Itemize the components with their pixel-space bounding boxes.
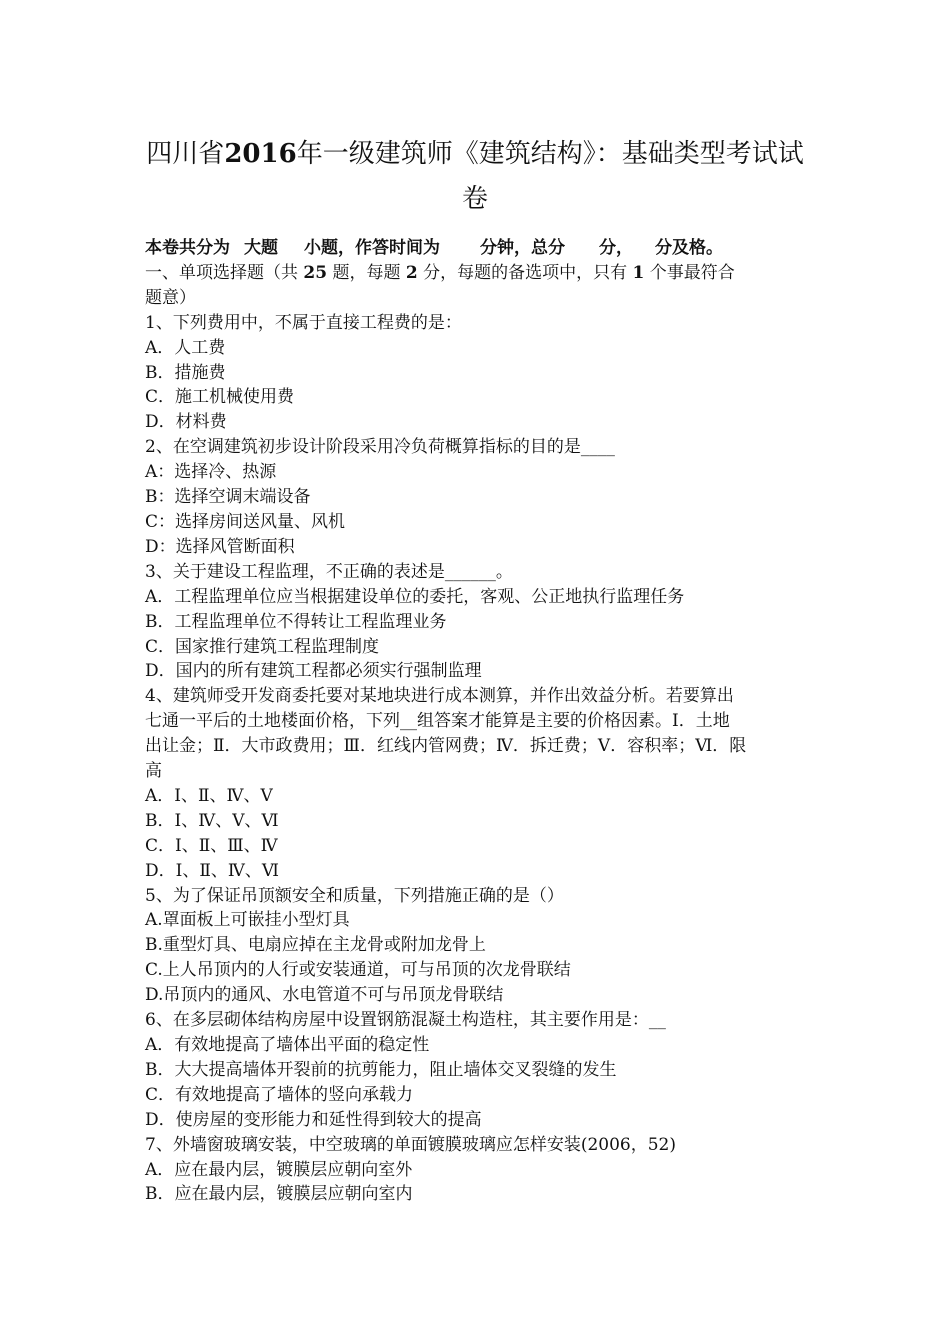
answer-option: D．国内的所有建筑工程都必须实行强制监理 xyxy=(145,661,482,682)
answer-option: D：选择风管断面积 xyxy=(145,536,295,557)
answer-option: C：选择房间送风量、风机 xyxy=(145,511,346,532)
title-text-2: 年一级建筑师《建筑结构》：基础类型考试试 xyxy=(296,139,804,169)
section-heading xyxy=(145,261,810,286)
answer-option: B：选择空调末端设备 xyxy=(145,487,311,508)
document-body xyxy=(145,236,810,1207)
exam-info-part: 分钟，总分 xyxy=(480,238,565,258)
section-text: 分，每题的备选项中，只有 xyxy=(417,262,633,283)
question-stem: 5、为了保证吊顶额安全和质量，下列措施正确的是（） xyxy=(145,885,564,906)
answer-option: D．使房屋的变形能力和延性得到较大的提高 xyxy=(145,1109,482,1130)
answer-option: A．人工费 xyxy=(145,337,226,358)
answer-option: C．有效地提高了墙体的竖向承载力 xyxy=(145,1084,414,1105)
answer-option: B．Ⅰ、Ⅳ、Ⅴ、Ⅵ xyxy=(145,810,279,831)
question-3 xyxy=(145,560,810,685)
question-1 xyxy=(145,311,810,436)
section-text: 题，每题 xyxy=(327,262,406,283)
section-heading-line-2: 题意） xyxy=(145,287,196,308)
answer-option: B．大大提高墙体开裂前的抗剪能力，阻止墙体交叉裂缝的发生 xyxy=(145,1059,617,1080)
question-5 xyxy=(145,884,810,1009)
answer-option: B．应在最内层，镀膜层应朝向室内 xyxy=(145,1184,413,1205)
question-stem: 1、下列费用中，不属于直接工程费的是： xyxy=(145,312,462,333)
section-text: 个事最符合 xyxy=(644,262,735,283)
exam-info-part: 大题 xyxy=(244,238,278,258)
answer-option: C．Ⅰ、Ⅱ、Ⅲ、Ⅳ xyxy=(145,835,278,856)
answer-option: C．国家推行建筑工程监理制度 xyxy=(145,636,380,657)
answer-option: D．材料费 xyxy=(145,412,227,433)
answer-option: B．措施费 xyxy=(145,362,226,383)
answer-option: D．Ⅰ、Ⅱ、Ⅳ、Ⅵ xyxy=(145,860,279,881)
question-4 xyxy=(145,684,810,883)
section-score: 2 xyxy=(405,262,418,283)
question-6 xyxy=(145,1008,810,1133)
question-stem: 高 xyxy=(145,761,162,782)
title-year: 2016 xyxy=(224,139,297,169)
question-2 xyxy=(145,435,810,560)
answer-option: A：选择冷、热源 xyxy=(145,462,277,483)
question-stem: 出让金；Ⅱ．大市政费用；Ⅲ．红线内管网费；Ⅳ．拆迁费；Ⅴ．容积率；Ⅵ．限 xyxy=(145,736,747,757)
answer-option: D.吊顶内的通风、水电管道不可与吊顶龙骨联结 xyxy=(145,985,504,1006)
section-one: 1 xyxy=(632,262,645,283)
answer-option: A.罩面板上可嵌挂小型灯具 xyxy=(145,910,350,931)
question-stem: 3、关于建设工程监理，不正确的表述是______。 xyxy=(145,561,513,582)
section-count: 25 xyxy=(303,262,328,283)
answer-option: A．工程监理单位应当根据建设单位的委托，客观、公正地执行监理任务 xyxy=(145,586,685,607)
question-stem: 2、在空调建筑初步设计阶段采用冷负荷概算指标的目的是____ xyxy=(145,437,615,458)
question-stem: 4、建筑师受开发商委托要对某地块进行成本测算，并作出效益分析。若要算出 xyxy=(145,686,734,707)
question-list xyxy=(145,311,810,1208)
question-stem: 6、在多层砌体结构房屋中设置钢筋混凝土构造柱，其主要作用是：__ xyxy=(145,1010,666,1031)
question-stem: 七通一平后的土地楼面价格，下列__组答案才能算是主要的价格因素。Ⅰ．土地 xyxy=(145,711,730,732)
answer-option: C．施工机械使用费 xyxy=(145,387,295,408)
answer-option: A．Ⅰ、Ⅱ、Ⅳ、Ⅴ xyxy=(145,785,273,806)
exam-info-part: 分及格。 xyxy=(655,238,723,258)
exam-info-part: 本卷共分为 xyxy=(145,238,230,258)
answer-option: C.上人吊顶内的人行或安装通道，可与吊顶的次龙骨联结 xyxy=(145,960,571,981)
exam-info-line xyxy=(145,236,810,261)
title-text-1: 四川省 xyxy=(146,139,225,169)
exam-info-part: 小题，作答时间为 xyxy=(304,238,440,258)
document-title-line-2: 卷 xyxy=(461,184,488,214)
question-7 xyxy=(145,1133,810,1208)
answer-option: B．工程监理单位不得转让工程监理业务 xyxy=(145,611,447,632)
section-text: 一、单项选择题（共 xyxy=(145,262,304,283)
document-title xyxy=(0,137,950,171)
question-stem: 7、外墙窗玻璃安装，中空玻璃的单面镀膜玻璃应怎样安装(2006，52) xyxy=(145,1134,676,1155)
answer-option: A．应在最内层，镀膜层应朝向室外 xyxy=(145,1159,413,1180)
answer-option: A．有效地提高了墙体出平面的稳定性 xyxy=(145,1035,430,1055)
exam-info-part: 分， xyxy=(599,238,633,258)
answer-option: B.重型灯具、电扇应掉在主龙骨或附加龙骨上 xyxy=(145,935,486,956)
